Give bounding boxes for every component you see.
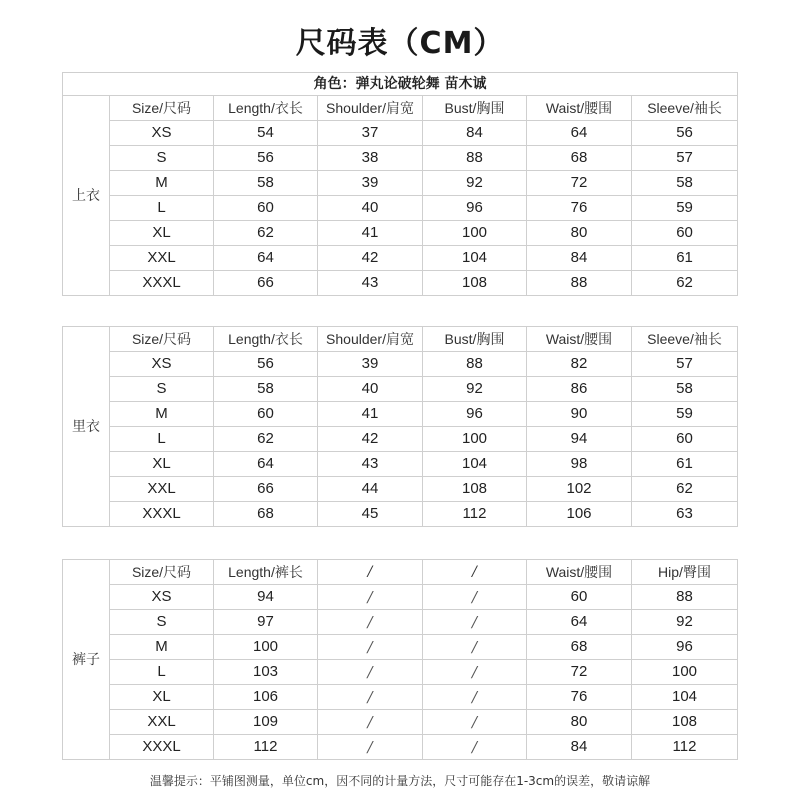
table-row	[63, 427, 738, 452]
measurement-cell: /	[423, 585, 527, 610]
measurement-cell: 54	[214, 121, 318, 146]
measurement-cell: 76	[527, 685, 632, 710]
column-header: Size/尺码	[110, 96, 214, 121]
measurement-cell: 92	[423, 377, 527, 402]
measurement-cell: 62	[632, 477, 738, 502]
size-cell: M	[110, 402, 214, 427]
table-row	[63, 452, 738, 477]
table-row	[63, 610, 738, 635]
table-row	[63, 377, 738, 402]
measurement-cell: /	[318, 635, 423, 660]
character-line: 角色：弹丸论破轮舞 苗木诚	[63, 73, 738, 96]
measurement-cell: 88	[423, 146, 527, 171]
table-row	[63, 146, 738, 171]
measurement-cell: 57	[632, 146, 738, 171]
measurement-cell: 42	[318, 246, 423, 271]
table-row	[63, 735, 738, 760]
table-row	[63, 171, 738, 196]
table-row	[63, 121, 738, 146]
table-row	[63, 402, 738, 427]
measurement-cell: 109	[214, 710, 318, 735]
size-table-top	[62, 72, 738, 296]
measurement-cell: /	[423, 710, 527, 735]
measurement-cell: /	[318, 660, 423, 685]
measurement-cell: 66	[214, 271, 318, 296]
measurement-cell: 56	[214, 146, 318, 171]
measurement-cell: 100	[423, 221, 527, 246]
size-cell: XS	[110, 585, 214, 610]
table-row	[63, 685, 738, 710]
measurement-cell: 106	[527, 502, 632, 527]
measurement-cell: 112	[423, 502, 527, 527]
measurement-cell: 64	[214, 452, 318, 477]
size-cell: L	[110, 660, 214, 685]
measurement-cell: 108	[423, 477, 527, 502]
measurement-cell: 72	[527, 171, 632, 196]
table-row	[63, 585, 738, 610]
measurement-cell: 68	[527, 146, 632, 171]
measurement-cell: 64	[527, 610, 632, 635]
measurement-cell: 82	[527, 352, 632, 377]
measurement-cell: 62	[214, 221, 318, 246]
size-cell: XL	[110, 452, 214, 477]
section-label: 裤子	[63, 560, 110, 760]
size-cell: S	[110, 146, 214, 171]
measurement-cell: 39	[318, 171, 423, 196]
measurement-cell: 88	[423, 352, 527, 377]
measurement-cell: 86	[527, 377, 632, 402]
measurement-cell: /	[318, 610, 423, 635]
table-row	[63, 221, 738, 246]
measurement-cell: 60	[214, 196, 318, 221]
section-label: 上衣	[63, 96, 110, 296]
table-row	[63, 710, 738, 735]
measurement-cell: 56	[632, 121, 738, 146]
footnote: 温馨提示：平铺图测量，单位cm，因不同的计量方法，尺寸可能存在1-3cm的误差，敬请谅解	[149, 774, 651, 788]
measurement-cell: 104	[423, 246, 527, 271]
measurement-cell: 58	[214, 171, 318, 196]
measurement-cell: 96	[423, 196, 527, 221]
measurement-cell: 39	[318, 352, 423, 377]
measurement-cell: 60	[632, 221, 738, 246]
measurement-cell: /	[318, 685, 423, 710]
measurement-cell: 84	[527, 246, 632, 271]
measurement-cell: 37	[318, 121, 423, 146]
measurement-cell: /	[318, 710, 423, 735]
measurement-cell: 90	[527, 402, 632, 427]
measurement-cell: 61	[632, 246, 738, 271]
measurement-cell: 56	[214, 352, 318, 377]
measurement-cell: 64	[214, 246, 318, 271]
measurement-cell: 64	[527, 121, 632, 146]
measurement-cell: 88	[632, 585, 738, 610]
measurement-cell: /	[423, 635, 527, 660]
measurement-cell: 38	[318, 146, 423, 171]
size-cell: XS	[110, 352, 214, 377]
measurement-cell: 58	[214, 377, 318, 402]
measurement-cell: 42	[318, 427, 423, 452]
measurement-cell: 104	[423, 452, 527, 477]
column-header: Length/裤长	[214, 560, 318, 585]
measurement-cell: /	[423, 685, 527, 710]
measurement-cell: 62	[214, 427, 318, 452]
measurement-cell: 98	[527, 452, 632, 477]
measurement-cell: /	[318, 735, 423, 760]
size-cell: L	[110, 427, 214, 452]
column-header: Waist/腰围	[527, 327, 632, 352]
measurement-cell: 60	[527, 585, 632, 610]
measurement-cell: 68	[214, 502, 318, 527]
size-cell: XXL	[110, 246, 214, 271]
measurement-cell: 43	[318, 452, 423, 477]
column-header: Waist/腰围	[527, 96, 632, 121]
column-header: Bust/胸围	[423, 327, 527, 352]
measurement-cell: 58	[632, 377, 738, 402]
size-table-pants	[62, 559, 738, 760]
size-cell: XXXL	[110, 271, 214, 296]
size-cell: XXXL	[110, 502, 214, 527]
column-header: Shoulder/肩宽	[318, 96, 423, 121]
measurement-cell: 96	[423, 402, 527, 427]
size-cell: XXXL	[110, 735, 214, 760]
size-cell: XXL	[110, 477, 214, 502]
measurement-cell: 60	[632, 427, 738, 452]
table-row	[63, 477, 738, 502]
measurement-cell: /	[423, 735, 527, 760]
measurement-cell: 94	[527, 427, 632, 452]
table-row	[63, 196, 738, 221]
column-header: Sleeve/袖长	[632, 327, 738, 352]
measurement-cell: 106	[214, 685, 318, 710]
measurement-cell: 97	[214, 610, 318, 635]
column-header: /	[423, 560, 527, 585]
measurement-cell: 44	[318, 477, 423, 502]
header-row	[63, 96, 738, 121]
measurement-cell: 61	[632, 452, 738, 477]
column-header: Hip/臀围	[632, 560, 738, 585]
measurement-cell: 103	[214, 660, 318, 685]
measurement-cell: 102	[527, 477, 632, 502]
table-row	[63, 660, 738, 685]
measurement-cell: 112	[214, 735, 318, 760]
table-row	[63, 246, 738, 271]
table-row	[63, 271, 738, 296]
page-title: 尺码表（CM）	[295, 26, 505, 61]
column-header: Size/尺码	[110, 327, 214, 352]
size-cell: XXL	[110, 710, 214, 735]
measurement-cell: 84	[423, 121, 527, 146]
measurement-cell: 92	[423, 171, 527, 196]
size-cell: L	[110, 196, 214, 221]
size-cell: XL	[110, 221, 214, 246]
column-header: Shoulder/肩宽	[318, 327, 423, 352]
column-header: Length/衣长	[214, 327, 318, 352]
measurement-cell: 108	[632, 710, 738, 735]
measurement-cell: 40	[318, 196, 423, 221]
measurement-cell: 96	[632, 635, 738, 660]
measurement-cell: 80	[527, 221, 632, 246]
measurement-cell: 58	[632, 171, 738, 196]
measurement-cell: 112	[632, 735, 738, 760]
measurement-cell: 59	[632, 196, 738, 221]
table-row	[63, 352, 738, 377]
measurement-cell: 40	[318, 377, 423, 402]
measurement-cell: 84	[527, 735, 632, 760]
section-label: 里衣	[63, 327, 110, 527]
column-header: Sleeve/袖长	[632, 96, 738, 121]
measurement-cell: 92	[632, 610, 738, 635]
table-row	[63, 635, 738, 660]
measurement-cell: 60	[214, 402, 318, 427]
measurement-cell: 72	[527, 660, 632, 685]
measurement-cell: 66	[214, 477, 318, 502]
column-header: Waist/腰围	[527, 560, 632, 585]
measurement-cell: 68	[527, 635, 632, 660]
column-header: Length/衣长	[214, 96, 318, 121]
header-row	[63, 560, 738, 585]
measurement-cell: 100	[214, 635, 318, 660]
measurement-cell: 45	[318, 502, 423, 527]
measurement-cell: /	[423, 610, 527, 635]
measurement-cell: 57	[632, 352, 738, 377]
measurement-cell: 62	[632, 271, 738, 296]
size-cell: S	[110, 377, 214, 402]
measurement-cell: 59	[632, 402, 738, 427]
column-header: /	[318, 560, 423, 585]
measurement-cell: /	[423, 660, 527, 685]
measurement-cell: 43	[318, 271, 423, 296]
column-header: Size/尺码	[110, 560, 214, 585]
size-cell: M	[110, 635, 214, 660]
size-cell: XL	[110, 685, 214, 710]
column-header: Bust/胸围	[423, 96, 527, 121]
measurement-cell: 94	[214, 585, 318, 610]
size-cell: S	[110, 610, 214, 635]
size-cell: M	[110, 171, 214, 196]
measurement-cell: 76	[527, 196, 632, 221]
measurement-cell: 100	[632, 660, 738, 685]
measurement-cell: 108	[423, 271, 527, 296]
measurement-cell: 63	[632, 502, 738, 527]
measurement-cell: 41	[318, 221, 423, 246]
measurement-cell: 80	[527, 710, 632, 735]
header-row	[63, 327, 738, 352]
measurement-cell: 41	[318, 402, 423, 427]
size-cell: XS	[110, 121, 214, 146]
measurement-cell: 104	[632, 685, 738, 710]
measurement-cell: 88	[527, 271, 632, 296]
measurement-cell: 100	[423, 427, 527, 452]
size-table-inner	[62, 326, 738, 527]
measurement-cell: /	[318, 585, 423, 610]
table-row	[63, 502, 738, 527]
